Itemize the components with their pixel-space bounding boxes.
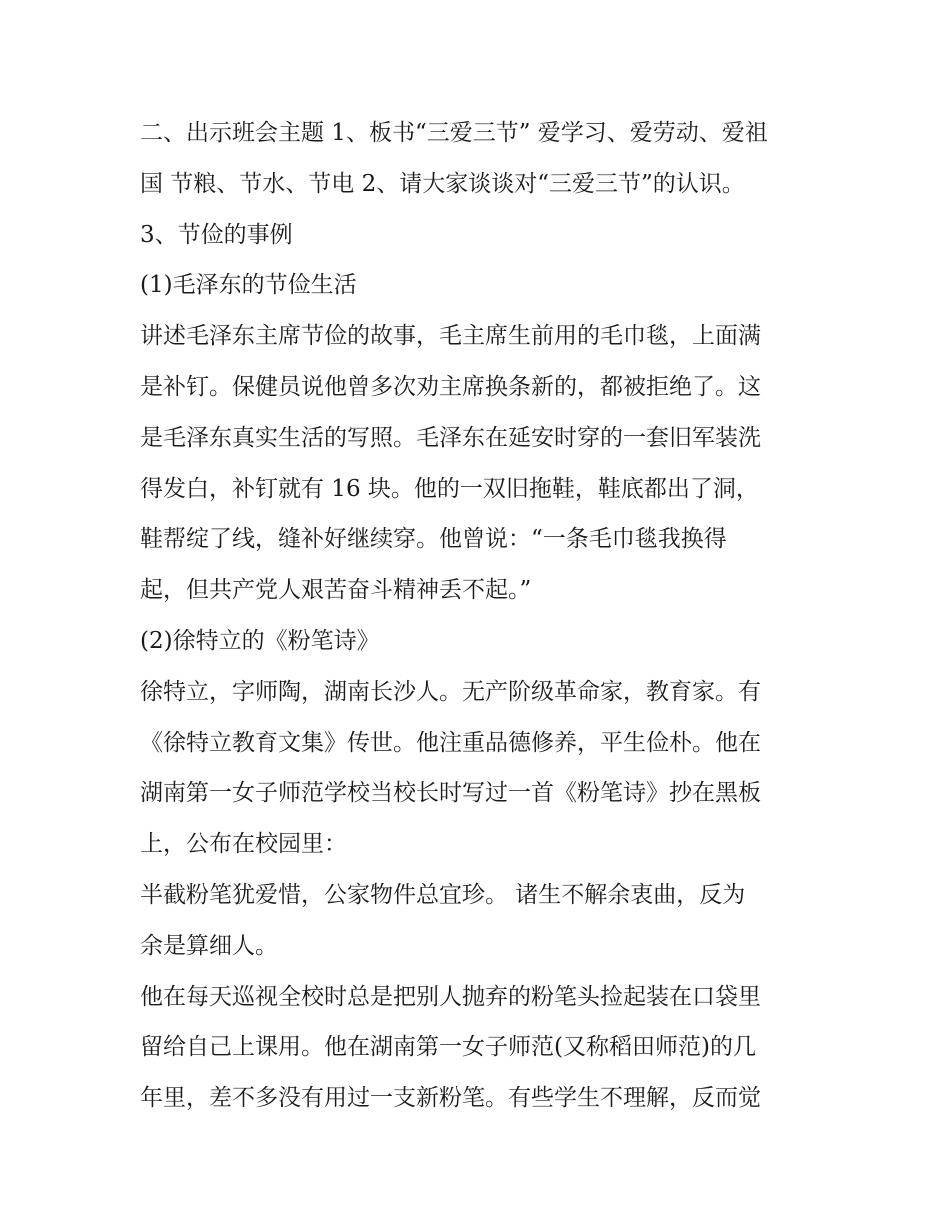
text-line: 《徐特立教育文集》传世。他注重品德修养，平生俭朴。他在 xyxy=(140,729,761,756)
text-line: 起，但共产党人艰苦奋斗精神丢不起。” xyxy=(140,577,532,604)
text-line: 徐特立，字师陶，湖南长沙人。无产阶级革命家，教育家。有 xyxy=(140,678,761,705)
text-line: 湖南第一女子师范学校当校长时写过一首《粉笔诗》抄在黑板 xyxy=(140,780,761,807)
body-text xyxy=(140,108,830,1124)
text-line: 国 节粮、节水、节电 2、请大家谈谈对“三爱三节”的认识。 xyxy=(140,170,745,197)
text-line: 鞋帮绽了线，缝补好继续穿。他曾说：“一条毛巾毯我换得 xyxy=(140,526,727,553)
text-line: 讲述毛泽东主席节俭的故事，毛主席生前用的毛巾毯，上面满 xyxy=(140,323,761,350)
text-line: 是补钉。保健员说他曾多次劝主席换条新的，都被拒绝了。这 xyxy=(140,373,761,400)
text-line: 得发白，补钉就有 16 块。他的一双旧拖鞋，鞋底都出了洞， xyxy=(140,475,759,502)
text-line: 留给自己上课用。他在湖南第一女子师范(又称稻田师范)的几 xyxy=(140,1034,756,1061)
section-heading: 3、节俭的事例 xyxy=(140,221,293,248)
text-line: 是毛泽东真实生活的写照。毛泽东在延安时穿的一套旧军装洗 xyxy=(140,424,761,451)
text-line: 他在每天巡视全校时总是把别人抛弃的粉笔头捡起装在口袋里 xyxy=(140,983,761,1010)
subsection-heading: (1)毛泽东的节俭生活 xyxy=(140,272,357,299)
text-line: 二、出示班会主题 1、板书“三爱三节” 爱学习、爱劳动、爱祖 xyxy=(140,120,768,146)
poem-line: 半截粉笔犹爱惜，公家物件总宜珍。 诸生不解余衷曲，反为 xyxy=(140,881,746,908)
text-line: 上，公布在校园里： xyxy=(140,831,347,858)
subsection-heading: (2)徐特立的《粉笔诗》 xyxy=(140,627,380,654)
text-line: 年里，差不多没有用过一支新粉笔。有些学生不理解，反而觉 xyxy=(140,1085,761,1112)
poem-line: 余是算细人。 xyxy=(140,932,278,959)
